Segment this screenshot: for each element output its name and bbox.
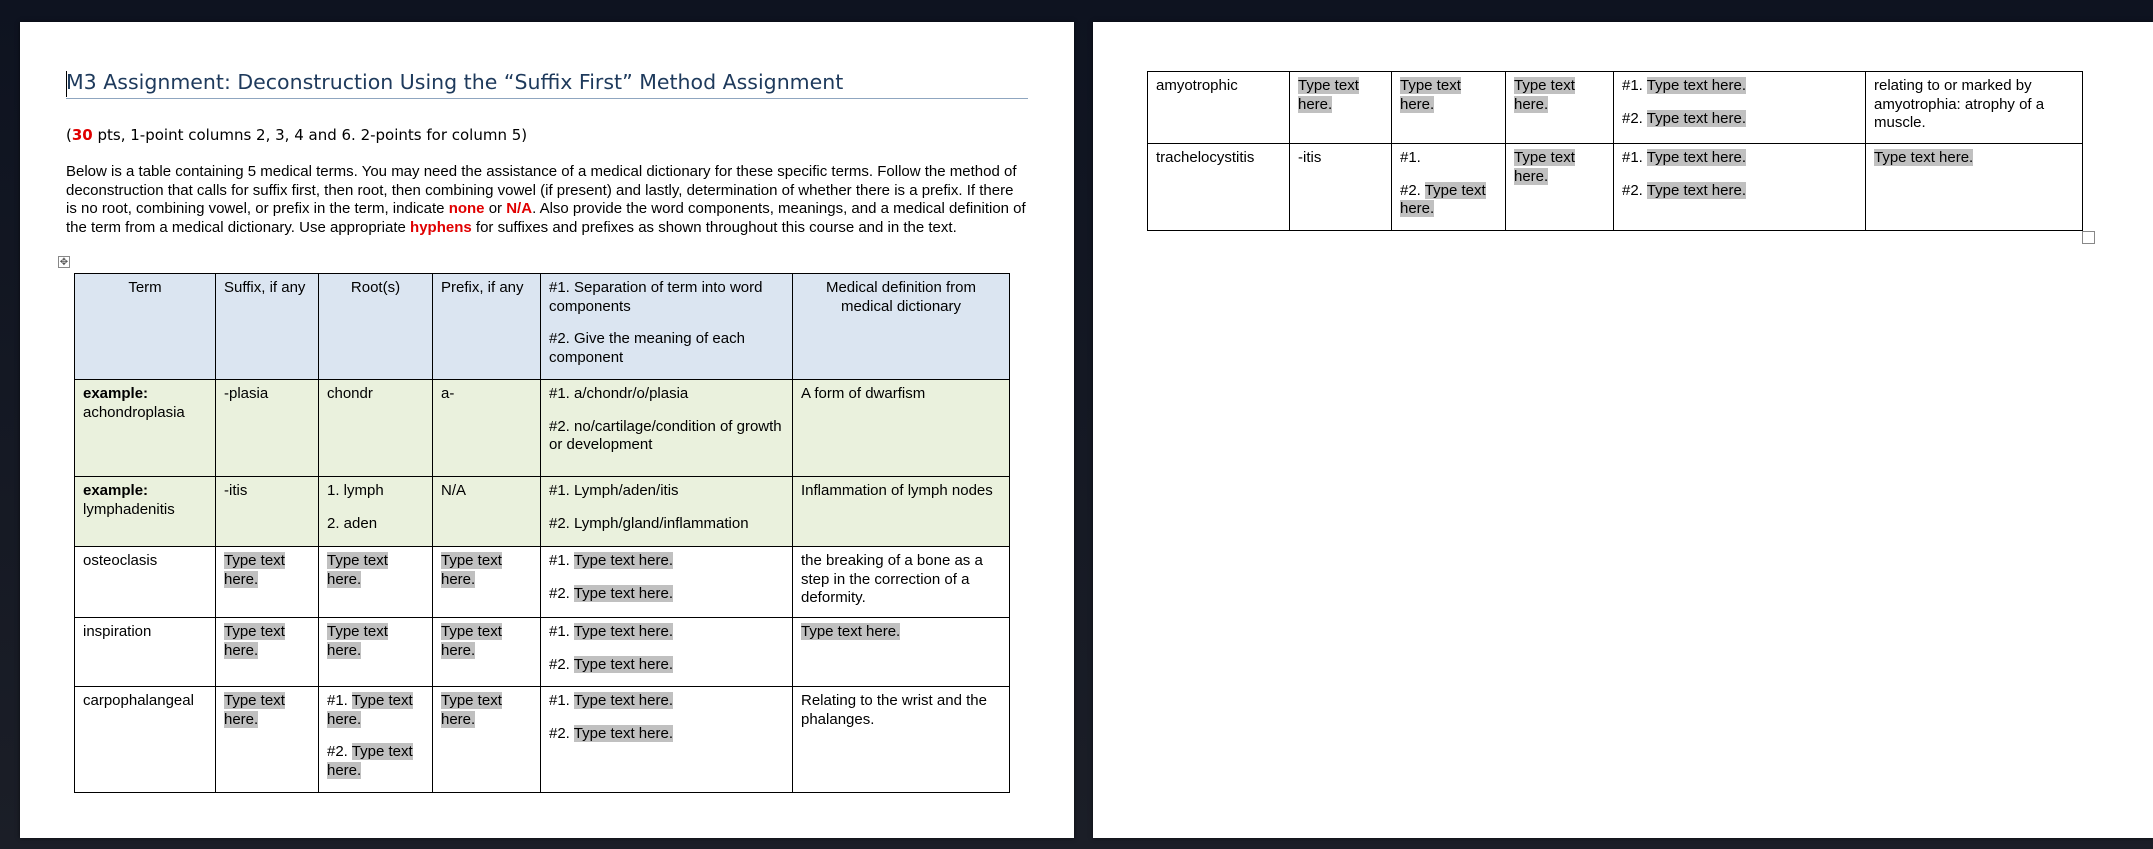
label-2: #2. (327, 743, 348, 761)
suffix-input[interactable]: Type text here. (224, 623, 285, 659)
separation-2-input[interactable]: Type text here. (573, 584, 673, 602)
suffix-cell: -itis (216, 477, 319, 547)
suffix-input[interactable]: Type text here. (224, 552, 285, 588)
header-suffix: Suffix, if any (216, 274, 319, 380)
root-cell[interactable] (319, 687, 433, 793)
prefix-cell[interactable] (433, 547, 541, 618)
definition-cell[interactable] (793, 618, 1010, 687)
table-row-example-lymphadenitis (75, 477, 1010, 547)
definition-cell[interactable]: relating to or marked by amyotrophia: atrophy of a muscle. (1866, 72, 2083, 144)
term-cell: trachelocystitis (1148, 144, 1290, 231)
term-text: lymphadenitis (83, 500, 175, 518)
root-input[interactable]: Type text here. (327, 623, 388, 659)
suffix-cell[interactable]: -itis (1290, 144, 1392, 231)
separation-cell[interactable] (541, 547, 793, 618)
separation-1-input[interactable]: Type text here. (1646, 77, 1746, 94)
term-cell (75, 380, 216, 477)
root-cell[interactable] (319, 547, 433, 618)
separation-2: #2. Lymph/gland/inflammation (549, 514, 749, 532)
points-text: pts, 1-point columns 2, 3, 4 and 6. 2-points for column 5) (92, 126, 528, 144)
header-roots: Root(s) (319, 274, 433, 380)
table-row-carpophalangeal (75, 687, 1010, 793)
root-1-input[interactable]: Type text here. (327, 692, 413, 728)
label-2: #2. (1622, 109, 1643, 127)
separation-1-input[interactable]: Type text here. (573, 623, 673, 640)
root-2 (327, 743, 424, 780)
root-1 (327, 692, 424, 729)
suffix-input[interactable]: Type text here. (224, 692, 285, 728)
separation-2-input[interactable]: Type text here. (573, 724, 673, 742)
root-1: #1. (1400, 149, 1421, 166)
separation-2 (1622, 110, 1857, 129)
header-definition (793, 274, 1010, 380)
label-2: #2. (549, 655, 570, 673)
root-1: 1. lymph (327, 482, 384, 499)
table-row-osteoclasis (75, 547, 1010, 618)
label-1: #1. (549, 692, 570, 709)
prefix-input[interactable]: Type text here. (441, 692, 502, 728)
root-input[interactable]: Type text here. (1400, 77, 1461, 113)
header-definition-text: Medical definition from medical dictionary (825, 279, 977, 315)
definition-cell: Inflammation of lymph nodes (793, 477, 1010, 547)
separation-2 (549, 585, 784, 604)
separation-1: #1. a/chondr/o/plasia (549, 385, 689, 402)
root-cell[interactable] (1392, 72, 1506, 144)
example-label: example: (83, 482, 149, 499)
separation-1: #1. Lymph/aden/itis (549, 482, 679, 499)
separation-cell (541, 477, 793, 547)
separation-2 (1622, 182, 1857, 201)
separation-1 (549, 692, 784, 711)
separation-2-input[interactable]: Type text here. (1646, 181, 1746, 199)
document-title[interactable]: M3 Assignment: Deconstruction Using the “Suffix First” Method Assignment (66, 70, 1028, 99)
table-resize-handle-icon[interactable] (2082, 231, 2095, 244)
prefix-cell: a- (433, 380, 541, 477)
root-2-input[interactable]: Type text here. (1400, 181, 1486, 218)
table-row-amyotrophic (1148, 72, 2083, 144)
label-2: #2. (549, 724, 570, 742)
separation-cell[interactable] (541, 687, 793, 793)
terms-table (74, 273, 1010, 793)
root-2: 2. aden (327, 514, 378, 532)
definition-cell: A form of dwarfism (793, 380, 1010, 477)
prefix-cell[interactable] (1506, 144, 1614, 231)
prefix-input[interactable]: Type text here. (1514, 149, 1575, 185)
header-separation-2: #2. Give the meaning of each component (549, 330, 745, 366)
intro-part-1: Below is a table containing 5 medical terms. You may need the assistance of a medical dictionary for these specific terms. Follow the method of deconstruction that calls for suffix first, then root, then combining vowel (if present) and lastly, determination of whether there is a prefix. If there is no root, combining vowel, or prefix in the term, indicate (66, 163, 1017, 218)
intro-na: N/A (506, 200, 533, 218)
header-term: Term (75, 274, 216, 380)
suffix-cell: -plasia (216, 380, 319, 477)
intro-none: none (448, 200, 485, 218)
term-text: achondroplasia (83, 403, 185, 421)
label-2: #2. (549, 584, 570, 602)
table-move-handle-icon[interactable]: ✥ (59, 257, 69, 268)
separation-1-input[interactable]: Type text here. (573, 692, 673, 709)
table-header-row (75, 274, 1010, 380)
separation-cell[interactable] (1614, 144, 1866, 231)
prefix-input[interactable]: Type text here. (441, 623, 502, 659)
prefix-cell[interactable] (433, 687, 541, 793)
separation-1-input[interactable]: Type text here. (1646, 149, 1746, 166)
separation-2: #2. no/cartilage/condition of growth or development (549, 417, 782, 454)
points-instruction[interactable] (66, 126, 527, 144)
points-open: ( (66, 126, 72, 144)
definition-input[interactable]: Type text here. (801, 623, 901, 640)
intro-part-3: for suffixes and prefixes as shown throughout this course and in the text. (471, 218, 957, 236)
separation-2-input[interactable]: Type text here. (573, 655, 673, 673)
label-1: #1. (1622, 149, 1643, 166)
suffix-input[interactable]: Type text here. (1298, 77, 1359, 113)
table-row-inspiration (75, 618, 1010, 687)
root-cell[interactable] (319, 618, 433, 687)
separation-1 (1622, 149, 1857, 168)
label-1: #1. (549, 552, 570, 569)
suffix-cell[interactable] (1290, 72, 1392, 144)
example-label: example: (83, 385, 149, 402)
prefix-cell[interactable] (1506, 72, 1614, 144)
term-cell: osteoclasis (75, 547, 216, 618)
root-cell[interactable] (1392, 144, 1506, 231)
intro-hyphens: hyphens (410, 218, 472, 236)
separation-cell (541, 380, 793, 477)
suffix-cell[interactable] (216, 547, 319, 618)
separation-cell[interactable] (1614, 72, 1866, 144)
separation-1 (549, 552, 784, 571)
separation-1-input[interactable]: Type text here. (573, 552, 673, 569)
root-2-input[interactable]: Type text here. (327, 743, 413, 779)
header-separation (541, 274, 793, 380)
header-separation-1: #1. Separation of term into word components (549, 279, 763, 315)
table-row-example-achondroplasia (75, 380, 1010, 477)
definition-input[interactable]: Type text here. (1874, 149, 1974, 166)
term-cell: amyotrophic (1148, 72, 1290, 144)
term-cell: inspiration (75, 618, 216, 687)
suffix-cell[interactable] (216, 687, 319, 793)
intro-or: or (484, 200, 507, 218)
label-1: #1. (327, 692, 348, 709)
label-2: #2. (1400, 181, 1421, 199)
definition-cell[interactable] (1866, 144, 2083, 231)
table-row-trachelocystitis (1148, 144, 2083, 231)
separation-2 (549, 725, 784, 744)
header-prefix: Prefix, if any (433, 274, 541, 380)
intro-paragraph[interactable] (66, 163, 1026, 237)
points-value: 30 (71, 126, 93, 144)
separation-2-input[interactable]: Type text here. (1646, 109, 1746, 127)
root-cell: chondr (319, 380, 433, 477)
separation-1 (1622, 77, 1857, 96)
definition-cell[interactable]: Relating to the wrist and the phalanges. (793, 687, 1010, 793)
prefix-cell: N/A (433, 477, 541, 547)
term-cell (75, 477, 216, 547)
terms-table-continued (1147, 71, 2083, 231)
separation-2 (549, 656, 784, 675)
suffix-cell[interactable] (216, 618, 319, 687)
root-cell (319, 477, 433, 547)
separation-cell[interactable] (541, 618, 793, 687)
intro-part-2: . Also provide the word components, meanings, and a medical definition of the term from a medical dictionary. Use appropriate (66, 200, 1026, 236)
prefix-input[interactable]: Type text here. (441, 552, 502, 588)
label-2: #2. (1622, 181, 1643, 199)
separation-1 (549, 623, 784, 642)
definition-cell[interactable]: the breaking of a bone as a step in the correction of a deformity. (793, 547, 1010, 618)
label-1: #1. (1622, 77, 1643, 94)
term-cell: carpophalangeal (75, 687, 216, 793)
prefix-input[interactable]: Type text here. (1514, 77, 1575, 113)
prefix-cell[interactable] (433, 618, 541, 687)
root-2 (1400, 182, 1497, 219)
label-1: #1. (549, 623, 570, 640)
root-input[interactable]: Type text here. (327, 552, 388, 588)
